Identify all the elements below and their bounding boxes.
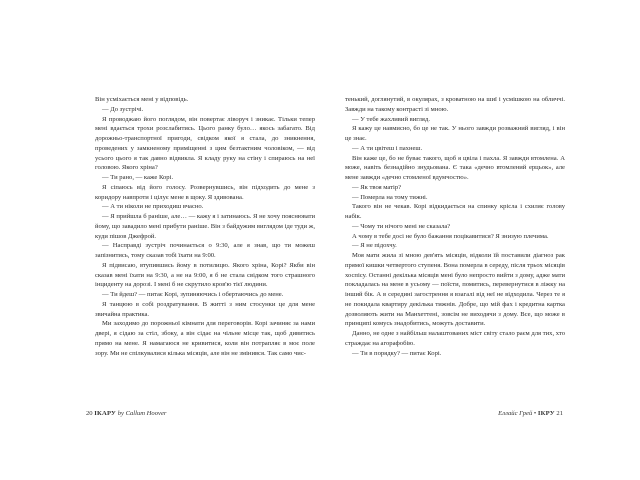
paragraph: Такого він не чекав. Корі відкидається на спинку крісла і схиляє голову набік. <box>345 203 565 220</box>
paragraph: — Я не підохчу. <box>352 242 397 250</box>
paragraph: Він усміхається мені у відповідь. <box>95 96 189 103</box>
left-page <box>95 95 315 358</box>
author-line: Еллайс Грей <box>498 410 533 417</box>
paragraph: — Ти в порядку? — питає Корі. <box>352 349 442 357</box>
paragraph: Данно, не одне з найбільш налаштованих міст світу стало раєм для тих, хто страждає на агорафобію. <box>345 330 565 347</box>
right-page-footer <box>470 410 563 417</box>
paragraph: — Чому ти нічого мені не сказала? <box>352 222 451 230</box>
paragraph: — У тебе жахливий вигляд. <box>352 115 430 123</box>
paragraph: Він каже це, бо не буває такого, щоб я цвіла і пахла. Я завжди втомлена. А може, навіть безнадійно знудьована. Є така «дечно втомлений ерцьок», але мене завжди «дечно стомленої вдумчостю». <box>345 154 565 181</box>
separator: • <box>533 410 537 417</box>
paragraph: — Ти рано, — каже Корі. <box>102 174 174 181</box>
paragraph: — Насправді зустріч починається о 9:30, але я знав, що ти можеш запізнитись, тому сказав тобі їхати на 9:00. <box>95 242 315 259</box>
paragraph: — Я прийшла б раніше, але… — кажу я і затинаюсь. Я не хочу пояснювати йому, що завадило мені прибути раніше. Він з байдужим виглядом іде туди ж, куди пішов Джефрой. <box>95 213 315 240</box>
paragraph: — А ти ніколи не приходиш вчасно. <box>102 203 204 211</box>
book-title: ІКАРУ <box>94 410 117 417</box>
paragraph: Моя мати жила зі мною дев'ять місяців, відколи їй поставили діагноз рак прямої кишки четвертого ступеня. Вона померла в середу, після трьох місяців хоспісу. Останні декілька місяців мені було непросто вийти з дому, адже мати покладалась на мене в усьому — поїсти, помитись, перевернутися в ліжку на інший бік. А в середині загострення я взагалі від неї не відходила. Через те я не покидала квартиру декілька тижнів. Добре, що мій фах і кредитна картка дозволяють жити на Манхеттені, зовсім не виходячи з дому. Все, що може в принципі комусь знадобитись, можуть доставити. <box>345 252 565 328</box>
paragraph: Я сіпаюсь від його голосу. Розвернувшись, він підходить до мене з коридору навпроти і цілує мене в щоку. Я здивована. <box>95 183 315 201</box>
book-title: ІКРУ <box>537 410 555 417</box>
paragraph: — Як твоя матір? <box>352 183 402 191</box>
paragraph: Я проводжаю його поглядом, він повертає ліворуч і зникає. Тільки тепер мені вдається трохи розслабитись. Цього ранку було… якось забагато. Від дорожньо-транспортної пригоди, свідком якої я стала, до зникнення, проведених у замкненому приміщенні з цим безтактним чоловіком, — від усього цього я так давно відвикла. Я кладу руку на стіну і спираюсь на неї головою. Якого хріна? <box>95 115 315 172</box>
left-page-footer <box>86 410 166 417</box>
right-page <box>345 95 565 358</box>
page-number: 21 <box>556 410 563 417</box>
paragraph: — А ти цвітеш і пахнеш. <box>352 144 423 152</box>
paragraph: тенький, доглянутий, в окулярах, з кроватною на шиї і усмішкою на обличчі. Завжди на такому контрасті зі мною. <box>345 96 565 113</box>
paragraph: А чому в тебе досі не було бажання поцікавитися? Я знизую плечима. <box>352 232 549 240</box>
author-line: by Callum Hoover <box>117 410 167 417</box>
paragraph: Я кажу це навмисно, бо це не так. У нього завжди розважний вигляд, і він це знає. <box>345 125 565 142</box>
paragraph: Ми заходимо до порожньої кімнати для переговорів. Корі зачиняє за нами двері, я сідаю за стіл, збоку, а він сідає на чільне місце так, щоб дивитись прямо на мене. Я намагаюся не кривитися, коли він потрапляє в моє поле зору. Ми не спілкувалися кілька місяців, але він не змінився. Так само чис- <box>95 320 315 357</box>
page-number: 20 <box>86 410 93 417</box>
paragraph: Я танцюю в собі роздратування. В житті з ним стосунки це для мене звичайна практика. <box>95 300 315 318</box>
paragraph: Я підвисаю, втупившись йому в потилицю. Якого хріна, Корі? Якби він сказав мені їхати на 9:30, а не на 9:00, я б не стала свідком того страшного інциденту на дорозі. І мені б не скрутило кров'ю тієї людини. <box>95 261 315 289</box>
paragraph: — До зустрічі. <box>102 105 144 113</box>
paragraph: — Померла на тому тижні. <box>352 193 428 201</box>
paragraph: — Ти йдеш? — питає Корі, зупиняючись і обертаючись до мене. <box>102 291 284 298</box>
